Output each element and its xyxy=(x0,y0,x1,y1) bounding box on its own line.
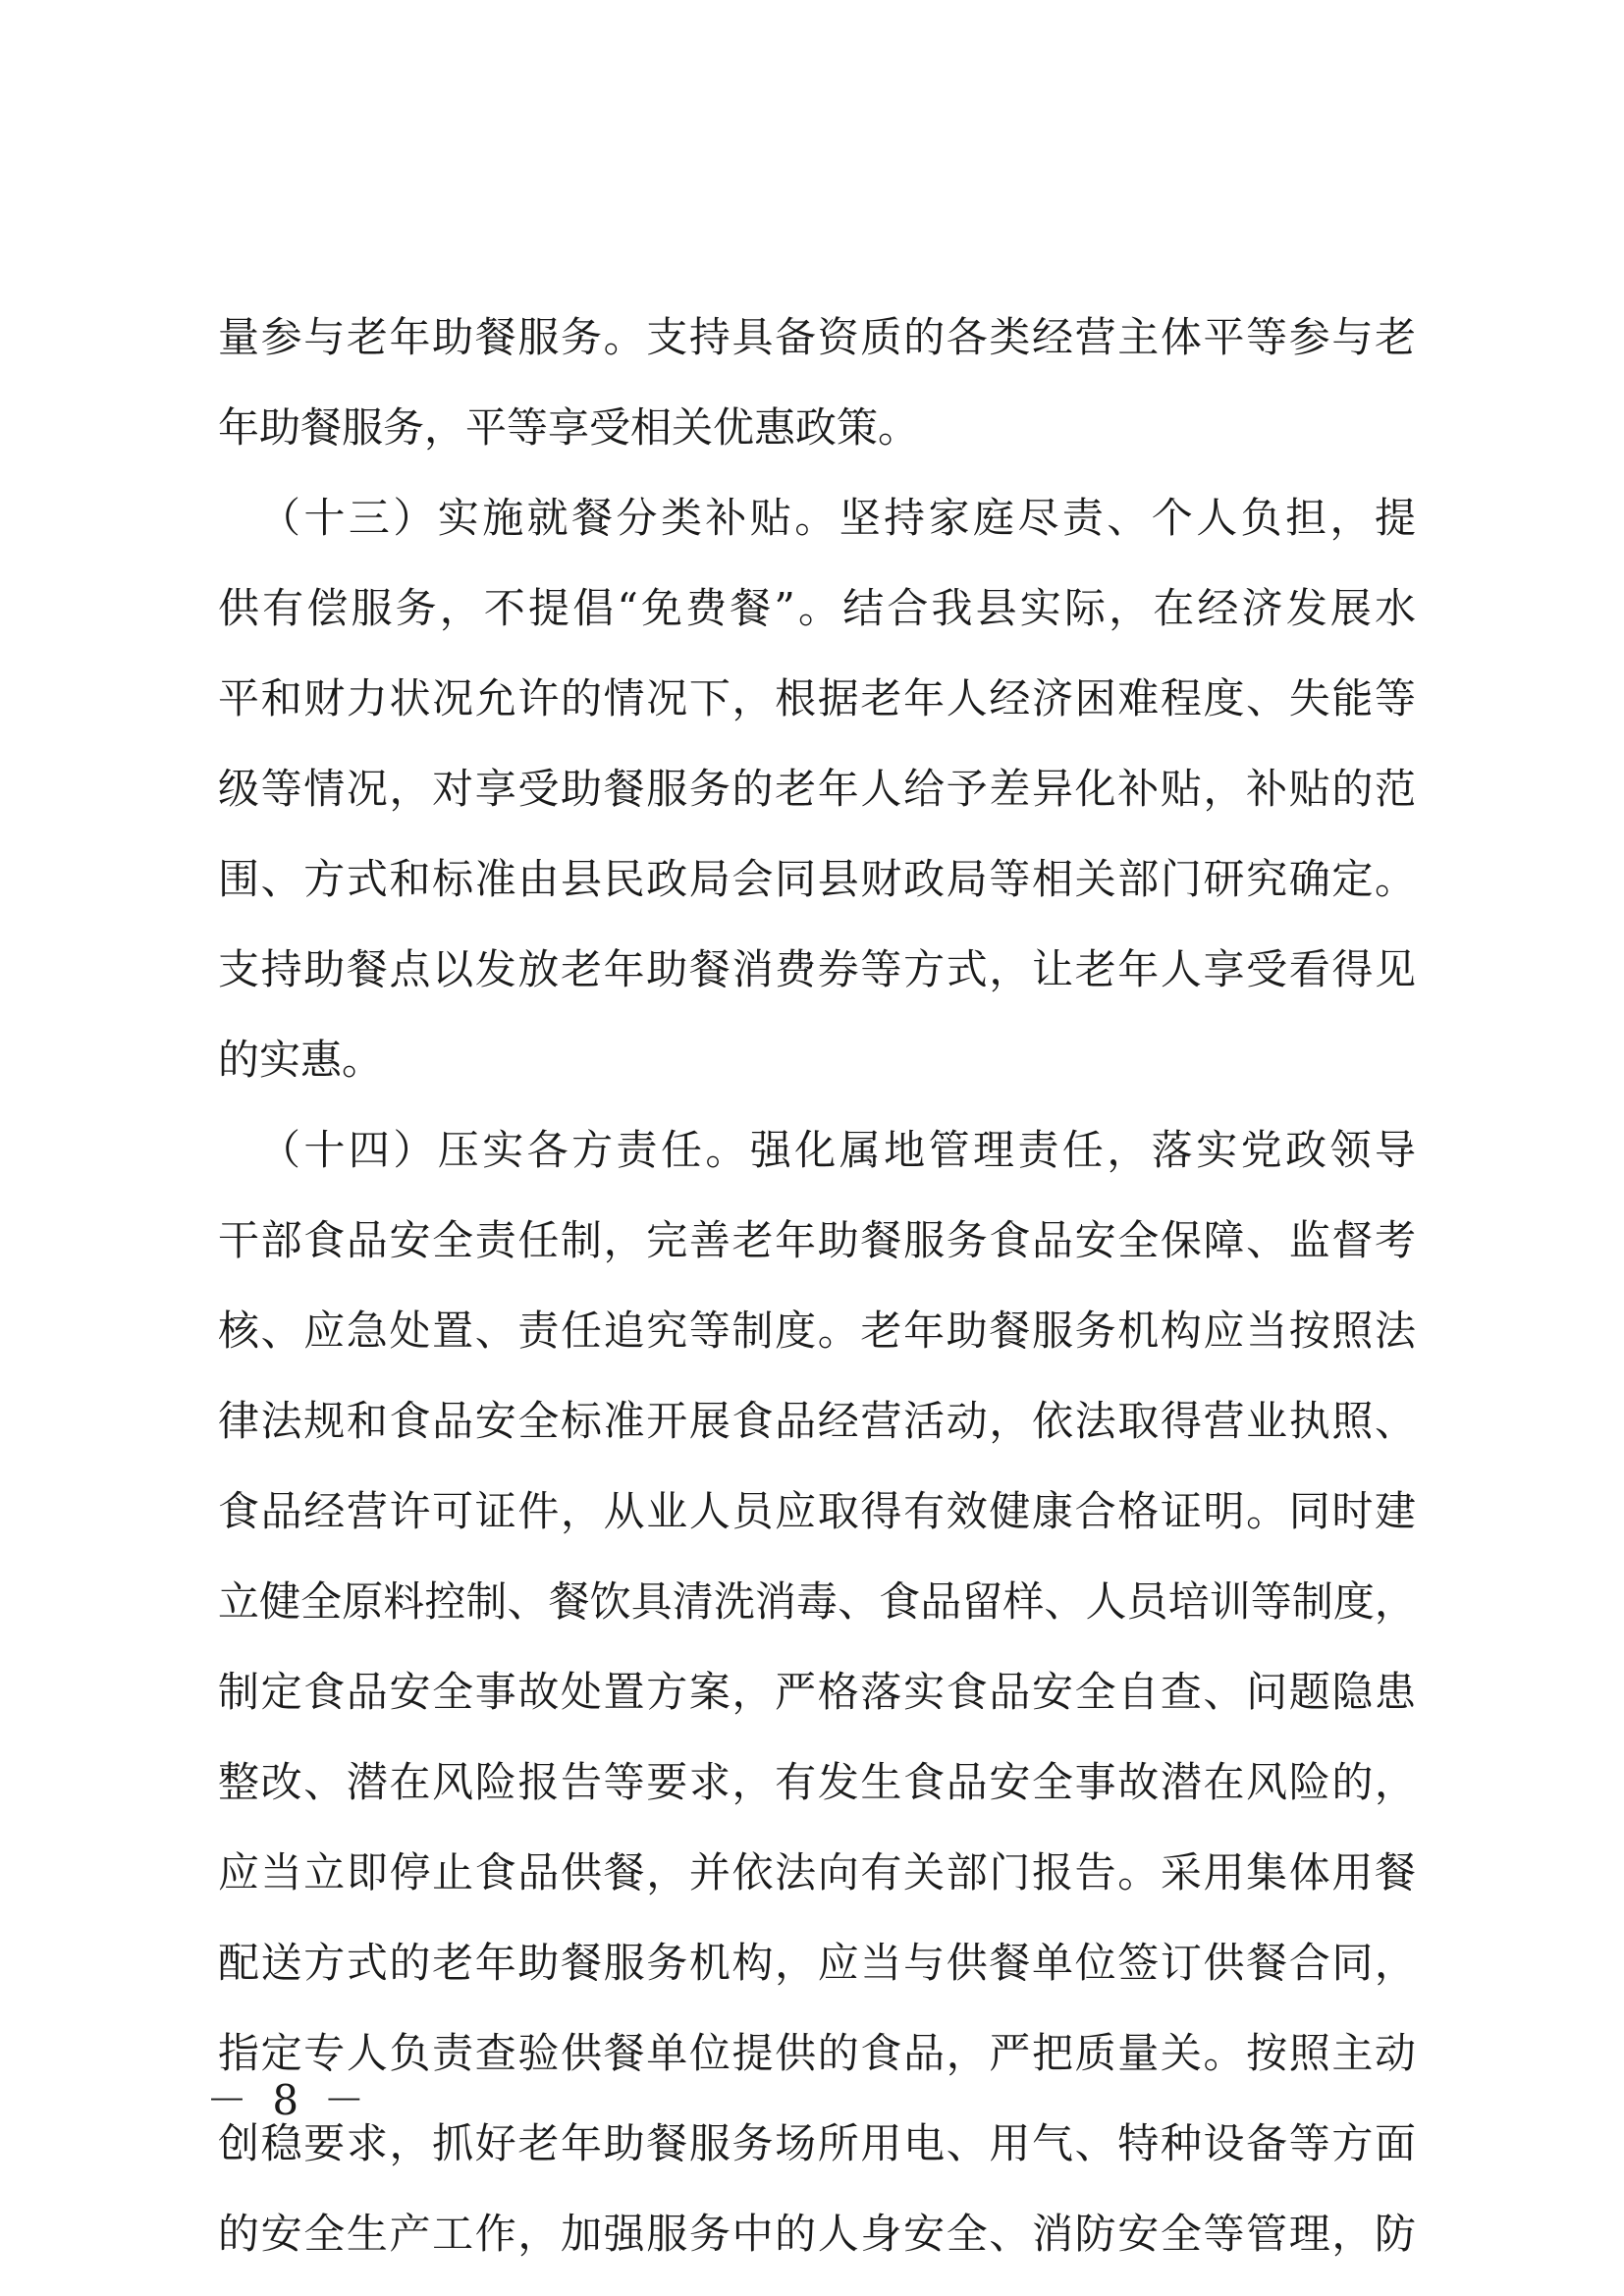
text-line: 配送方式的老年助餐服务机构，应当与供餐单位签订供餐合同， xyxy=(218,1939,1416,1987)
paragraph-heading-line: （十四）压实各方责任。强化属地管理责任，落实党政领导 xyxy=(259,1126,1416,1174)
text-line: 量参与老年助餐服务。支持具备资质的各类经营主体平等参与老 xyxy=(218,313,1416,361)
text-line: 创稳要求，抓好老年助餐服务场所用电、用气、特种设备等方面 xyxy=(218,2119,1416,2167)
text-line: 核、应急处置、责任追究等制度。老年助餐服务机构应当按照法 xyxy=(218,1307,1416,1355)
text-line: 供有偿服务，不提倡“免费餐”。结合我县实际，在经济发展水 xyxy=(218,584,1416,632)
text-line: 支持助餐点以发放老年助餐消费券等方式，让老年人享受看得见 xyxy=(218,945,1416,993)
text-line: 整改、潜在风险报告等要求，有发生食品安全事故潜在风险的， xyxy=(218,1758,1416,1806)
paragraph-heading-line: （十三）实施就餐分类补贴。坚持家庭尽责、个人负担，提 xyxy=(259,494,1416,542)
text-line: 干部食品安全责任制，完善老年助餐服务食品安全保障、监督考 xyxy=(218,1216,1416,1264)
text-line: 立健全原料控制、餐饮具清洗消毒、食品留样、人员培训等制度， xyxy=(218,1577,1416,1626)
text-line: 的安全生产工作，加强服务中的人身安全、消防安全等管理，防 xyxy=(218,2210,1416,2258)
text-line: 律法规和食品安全标准开展食品经营活动，依法取得营业执照、 xyxy=(218,1397,1416,1445)
text-line: 年助餐服务，平等享受相关优惠政策。 xyxy=(218,403,920,452)
page-number: － 8 － xyxy=(206,2076,371,2124)
text-line: 食品经营许可证件，从业人员应取得有效健康合格证明。同时建 xyxy=(218,1487,1416,1535)
text-line: 制定食品安全事故处置方案，严格落实食品安全自查、问题隐患 xyxy=(218,1668,1416,1716)
text-line: 平和财力状况允许的情况下，根据老年人经济困难程度、失能等 xyxy=(218,674,1416,722)
text-line: 围、方式和标准由县民政局会同县财政局等相关部门研究确定。 xyxy=(218,855,1416,903)
text-line: 级等情况，对享受助餐服务的老年人给予差异化补贴，补贴的范 xyxy=(218,765,1416,813)
document-body xyxy=(218,293,1416,2279)
text-line: 的实惠。 xyxy=(218,1036,384,1084)
text-line: 应当立即停止食品供餐，并依法向有关部门报告。采用集体用餐 xyxy=(218,1848,1416,1896)
text-line: 指定专人负责查验供餐单位提供的食品，严把质量关。按照主动 xyxy=(218,2029,1416,2077)
